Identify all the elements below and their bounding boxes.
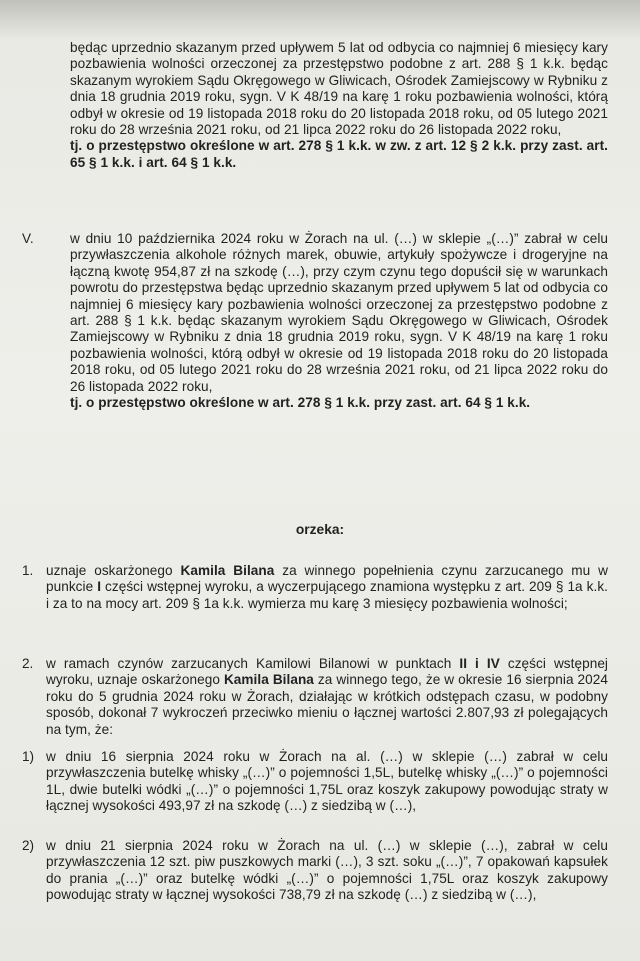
sub-offence-1-body: w dniu 16 sierpnia 2024 roku w Żorach na al. (…) w sklepie (…) zabrał w celu przywłaszczenia butelkę whisky „(…)” o pojemności 1,5L, butelkę whisky „(…)” o pojemności 1L, dwie butelki wódki „(…)” o pojemności 1,75L oraz koszyk zakupowy powodując straty w łącznej wysokości 493,97 zł na szkodę (…) z siedzibą w (…),	[46, 749, 608, 814]
ruling-2-mid: części wstępnej wyroku, uznaje oskarżonego	[46, 656, 608, 688]
ruling-heading: orzeka:	[295, 522, 345, 537]
charge-v-body: w dniu 10 października 2024 roku w Żorach na ul. (…) w sklepie „(…)” zabrał w celu przywłaszczenia alkohole różnych marek, obuwie, artykuły spożywcze i drogeryjne na łączną kwotę 954,87 zł na szkodę (…), przy czym czynu tego dopuścił się w warunkach powrotu do przestępstwa będąc uprzednio skazanym przed upływem 5 lat od odbycia co najmniej 6 miesięcy kary pozbawienia wolności orzeczonej za przestępstwo podobne z art. 288 § 1 k.k. będąc skazanym wyrokiem Sądu Okręgowego w Gliwicach, Ośrodek Zamiejscowy w Rybniku z dnia 18 grudnia 2019 roku, sygn. V K 48/19 na karę 1 roku pozbawienia wolności, którą odbył w okresie od 19 listopada 2018 roku do 20 listopada 2018 roku, od 05 lutego 2021 roku do 28 września 2021 roku, od 21 lipca 2022 roku do 26 listopada 2022 roku,	[70, 231, 608, 394]
ruling-1-mid: za winnego popełnienia czynu zarzucanego mu w punkcie	[46, 563, 609, 595]
sub-offence-1	[46, 749, 608, 815]
charge-v-qualification: tj. o przestępstwo określone w art. 278 § 1 k.k. przy zast. art. 64 § 1 k.k.	[70, 395, 531, 411]
sub-offence-2-marker: 2)	[22, 838, 35, 853]
ruling-2-point-numbers: II i IV	[459, 656, 500, 671]
ruling-2-post: za winnego tego, że w okresie 16 sierpnia 2024 roku do 5 grudnia 2024 roku w Żorach, działając w krótkich odstępach czasu, w podobny sposób, dokonał 7 wykroczeń przeciwko mieniu o łącznej wartości 2.807,93 zł polegających na tym, że:	[46, 672, 608, 737]
ruling-1-marker: 1.	[22, 563, 34, 578]
sub-offence-1-marker: 1)	[22, 749, 35, 764]
charge-v	[70, 231, 608, 411]
ruling-1	[46, 563, 608, 612]
sub-offence-2-body: w dniu 21 sierpnia 2024 roku w Żorach na ul. (…) w sklepie (…), zabrał w celu przywłaszczenia 12 szt. piw puszkowych marki (…), 3 szt. soku „(…)”, 7 opakowań kapsułek do prania „(…)” oraz butelkę wódki „(…)” o pojemności 1,75L oraz koszyk zakupowy powodując straty w łącznej wysokości 738,79 zł na szkodę (…) z siedzibą w (…),	[46, 838, 608, 903]
ruling-2-marker: 2.	[22, 656, 34, 671]
sub-offence-2	[46, 838, 608, 904]
ruling-1-post: części wstępnej wyroku, a wyczerpującego znamiona występku z art. 209 § 1a k.k. i za to na mocy art. 209 § 1a k.k. wymierza mu karę 3 miesięcy pozbawienia wolności;	[46, 579, 608, 611]
ruling-1-point-number: I	[97, 579, 102, 595]
ruling-1-defendant-name: Kamila Bilana	[180, 563, 275, 578]
ruling-2	[46, 656, 608, 738]
ruling-1-pre: uznaje oskarżonego	[46, 563, 181, 578]
continuation-body: będąc uprzednio skazanym przed upływem 5 lat od odbycia co najmniej 6 miesięcy kary pozbawienia wolności orzeczonej za przestępstwo podobne z art. 288 § 1 k.k. będąc skazanym wyrokiem Sądu Okręgowego w Gliwicach, Ośrodek Zamiejscowy w Rybniku z dnia 18 grudnia 2019 roku, sygn. V K 48/19 na karę 1 roku pozbawienia wolności, którą odbył w okresie od 19 listopada 2018 roku do 20 listopada 2018 roku, od 05 lutego 2021 roku do 28 września 2021 roku, od 21 lipca 2022 roku do 26 listopada 2022 roku,	[70, 40, 608, 138]
ruling-2-defendant-name: Kamila Bilana	[223, 672, 314, 688]
charge-v-marker: V.	[22, 231, 34, 246]
previous-charge-continuation	[70, 40, 608, 171]
continuation-qualification: tj. o przestępstwo określone w art. 278 § 1 k.k. w zw. z art. 12 § 2 k.k. przy zast. art. 65 § 1 k.k. i art. 64 § 1 k.k.	[70, 138, 608, 170]
ruling-2-pre: w ramach czynów zarzucanych Kamilowi Bilanowi w punktach	[46, 656, 460, 671]
page-edge-shadow	[0, 0, 640, 40]
